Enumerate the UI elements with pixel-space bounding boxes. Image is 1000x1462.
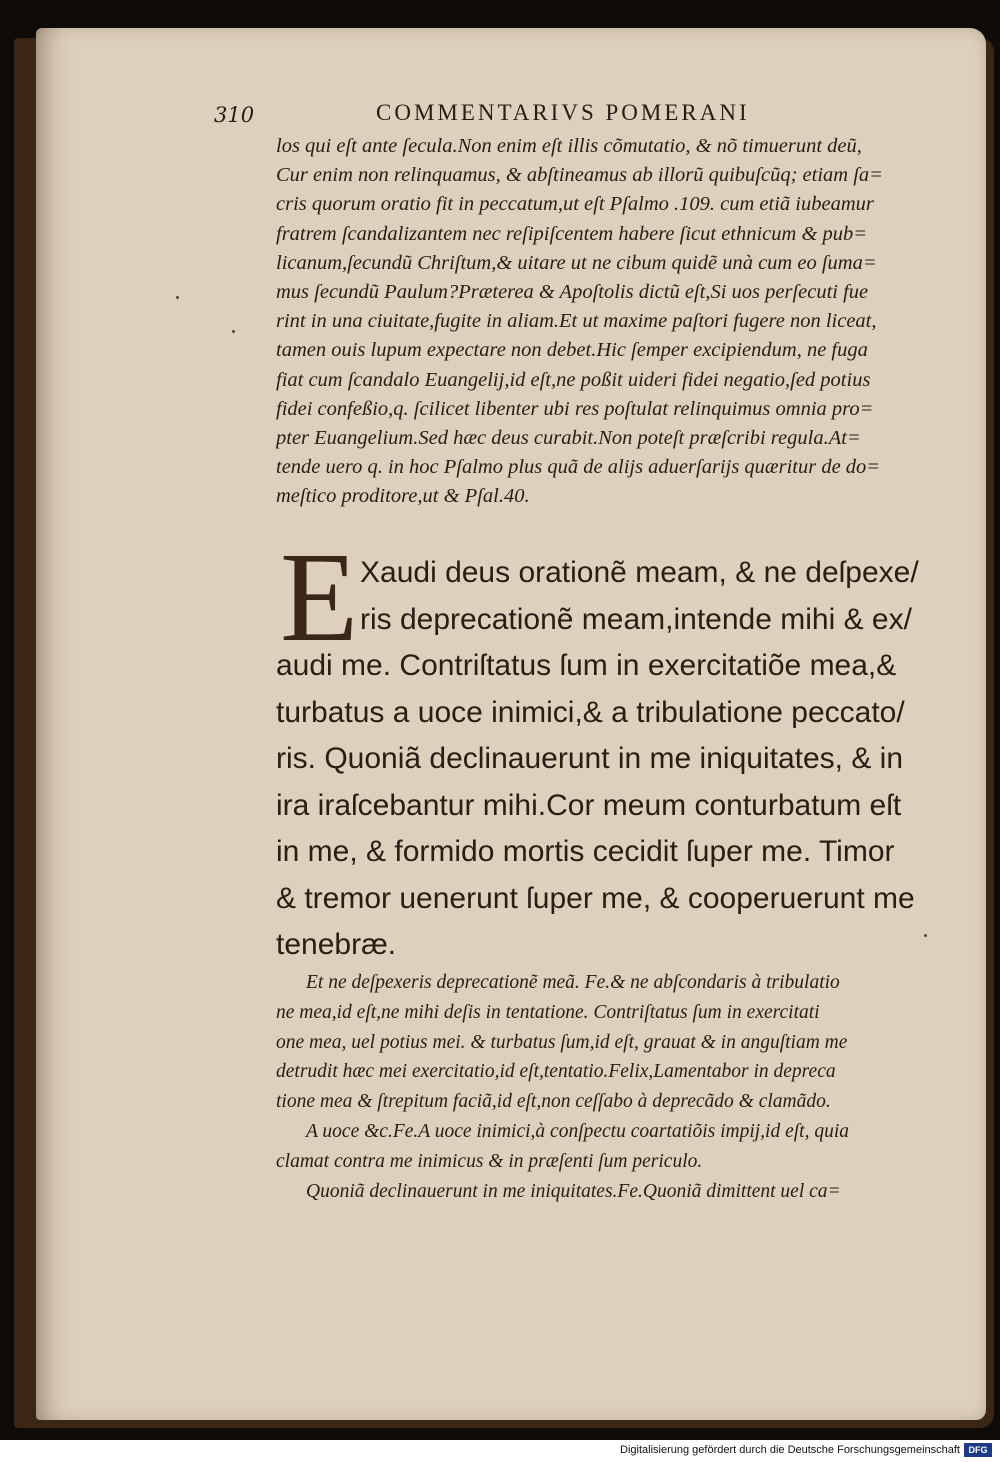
text-line: Cur enim non relinquamus, & abſtineamus ab illorũ quibuſcũq; etiam ſa= <box>276 164 883 187</box>
page-number: 310 <box>214 103 255 127</box>
psalm-line: ris deprecationẽ meam,intende mihi & ex/ <box>360 602 912 636</box>
text-line: tende uero q. in hoc Pſalmo plus quã de alijs aduerſarijs quæritur de do= <box>276 456 881 479</box>
text-line: fratrem ſcandalizantem nec reſipiſcentem habere ſicut ethnicum & pub= <box>276 222 868 245</box>
text-line: rint in una ciuitate,fugite in aliam.Et ut maxime paſtori fugere non liceat, <box>276 310 877 333</box>
paper-speck <box>176 296 179 299</box>
text-line: Quoniã declinauerunt in me iniquitates.Fe.Quoniã dimittent uel ca= <box>306 1180 841 1202</box>
text-line: meſtico proditore,ut & Pſal.40. <box>276 485 530 508</box>
psalm-line: ira iraſcebantur mihi.Cor meum conturbatum eſt <box>276 788 902 822</box>
text-line: cris quorum oratio fit in peccatum,ut eſt Pſalmo .109. cum etiã iubeamur <box>276 193 874 216</box>
text-line: ne mea,id eſt,ne mihi deſis in tentatione. Contriſtatus ſum in exercitati <box>276 1001 820 1023</box>
text-line: fidei confeßio,q. ſcilicet libenter ubi res poſtulat relinquimus omnia pro= <box>276 397 874 420</box>
commentary-bottom <box>276 968 936 1206</box>
footer-bar <box>0 1440 1000 1462</box>
dfg-logo: DFG <box>964 1443 992 1457</box>
text-line: mus ſecundũ Paulum?Præterea & Apoſtolis dictũ eſt,Si uos perſecuti fue <box>276 281 869 304</box>
psalm-line: ris. Quoniã declinauerunt in me iniquitates, & in <box>276 742 904 775</box>
text-line: pter Euangelium.Sed hæc deus curabit.Non poteſt præſcribi regula.At= <box>276 427 861 450</box>
text-line: Et ne deſpexeris deprecationẽ meã. Fe.& ne abſcondaris à tribulatio <box>306 972 840 993</box>
text-line: one mea, uel potius mei. & turbatus ſum,id eſt, grauat & in anguſtiam me <box>276 1031 848 1053</box>
psalm-line: turbatus a uoce inimici,& a tribulatione peccato/ <box>276 695 905 729</box>
text-line: tione mea & ſtrepitum faciã,id eſt,non ceſſabo à deprecãdo & clamãdo. <box>276 1091 831 1113</box>
text-line: los qui eſt ante ſecula.Non enim eſt illis cõmutatio, & nõ timuerunt deũ, <box>276 135 862 157</box>
text-line: A uoce &c.Fe.A uoce inimici,à conſpectu coartatiõis impij,id eſt, quia <box>306 1120 850 1142</box>
drop-cap-initial: E <box>280 526 359 668</box>
psalm-line: audi me. Contriſtatus ſum in exercitatiõe mea,& <box>276 649 897 682</box>
text-line: detrudit hæc mei exercitatio,id eſt,tentatio.Felix,Lamentabor in depreca <box>276 1061 836 1083</box>
text-line: licanum,ſecundũ Chriſtum,& uitare ut ne cibum quidẽ unà cum eo ſuma= <box>276 251 877 274</box>
psalm-line: Xaudi deus orationẽ meam, & ne deſpexe/ <box>360 556 919 589</box>
psalm-line: & tremor uenerunt ſuper me, & cooperuerunt me <box>276 881 915 915</box>
paper-speck <box>232 330 235 333</box>
digitization-credit: Digitalisierung gefördert durch die Deutsche Forschungsgemeinschaft <box>620 1444 960 1456</box>
psalm-text <box>276 550 936 969</box>
running-head: COMMENTARIVS POMERANI <box>376 100 750 125</box>
paper-speck <box>924 934 927 937</box>
text-line: tamen ouis lupum expectare non debet.Hic ſemper excipiendum, ne fuga <box>276 339 868 362</box>
psalm-line: in me, & formido mortis cecidit ſuper me. Timor <box>276 835 895 868</box>
commentary-top <box>276 132 936 512</box>
text-line: fiat cum ſcandalo Euangelij,id eſt,ne poßit uideri fidei negatio,ſed potius <box>276 368 871 391</box>
text-line: clamat contra me inimicus & in præſenti ſum periculo. <box>276 1150 703 1172</box>
psalm-line: tenebræ. <box>276 928 397 961</box>
